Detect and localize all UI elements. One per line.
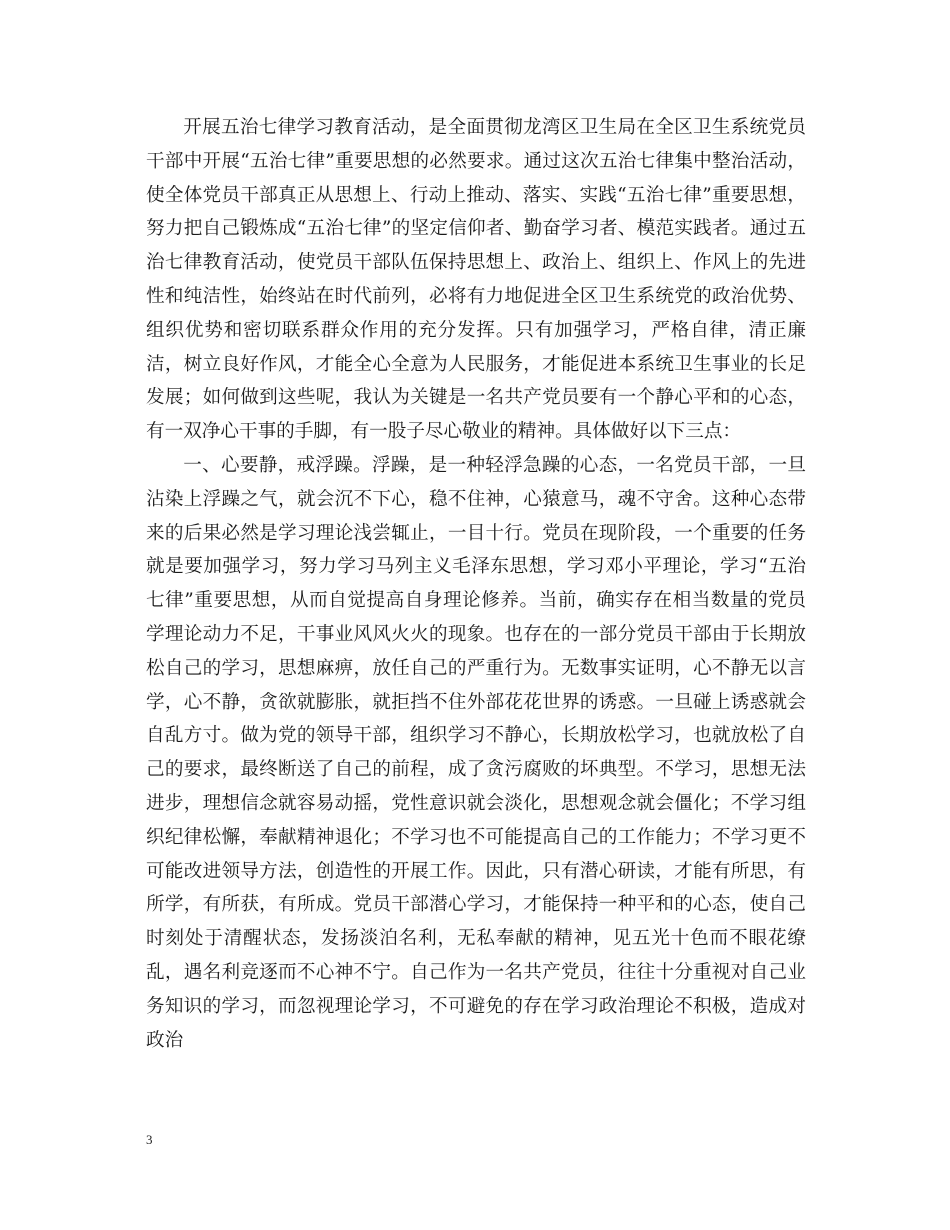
paragraph-intro: 开展五治七律学习教育活动，是全面贯彻龙湾区卫生局在全区卫生系统党员干部中开展“五治七律”重要思想的必然要求。通过这次五治七律集中整治活动，使全体党员干部真正从思想上、行动上推动、落实、实践“五治七律”重要思想，努力把自己锻炼成“五治七律”的坚定信仰者、勤奋学习者、模范实践者。通过五治七律教育活动，使党员干部队伍保持思想上、政治上、组织上、作风上的先进性和纯洁性，始终站在时代前列，必将有力地促进全区卫生系统党的政治优势、组织优势和密切联系群众作用的充分发挥。只有加强学习，严格自律，清正廉洁，树立良好作风，才能全心全意为人民服务，才能促进本系统卫生事业的长足发展；如何做到这些呢，我认为关键是一名共产党员要有一个静心平和的心态，有一双净心干事的手脚，有一股子尽心敬业的精神。具体做好以下三点： [146, 117, 806, 443]
paragraph-section-one: 一、心要静，戒浮躁。浮躁，是一种轻浮急躁的心态，一名党员干部，一旦沾染上浮躁之气，就会沉不下心，稳不住神，心猿意马，魂不守舍。这种心态带来的后果必然是学习理论浅尝辄止，一目十行。党员在现阶段，一个重要的任务就是要加强学习，努力学习马列主义毛泽东思想，学习邓小平理论，学习“五治七律”重要思想，从而自觉提高自身理论修养。当前，确实存在相当数量的党员学理论动力不足，干事业风风火火的现象。也存在的一部分党员干部由于长期放松自己的学习，思想麻痹，放任自己的严重行为。无数事实证明，心不静无以言学，心不静，贪欲就膨胀，就拒挡不住外部花花世界的诱惑。一旦碰上诱惑就会自乱方寸。做为党的领导干部，组织学习不静心，长期放松学习，也就放松了自己的要求，最终断送了自己的前程，成了贪污腐败的坏典型。不学习，思想无法进步，理想信念就容易动摇，党性意识就会淡化，思想观念就会僵化；不学习组织纪律松懈，奉献精神退化；不学习也不可能提高自己的工作能力；不学习更不可能改进领导方法，创造性的开展工作。因此，只有潜心研读，才能有所思，有所学，有所获，有所成。党员干部潜心学习，才能保持一种平和的心态，使自己时刻处于清醒状态，发扬淡泊名利，无私奉献的精神，见五光十色而不眼花缭乱，遇名利竞逐而不心神不宁。自己作为一名共产党员，往往十分重视对自己业务知识的学习，而忽视理论学习，不可避免的存在学习政治理论不积极，造成对政治 [146, 454, 806, 1051]
page-number: 3 [146, 1132, 153, 1147]
body-text [146, 111, 806, 1057]
